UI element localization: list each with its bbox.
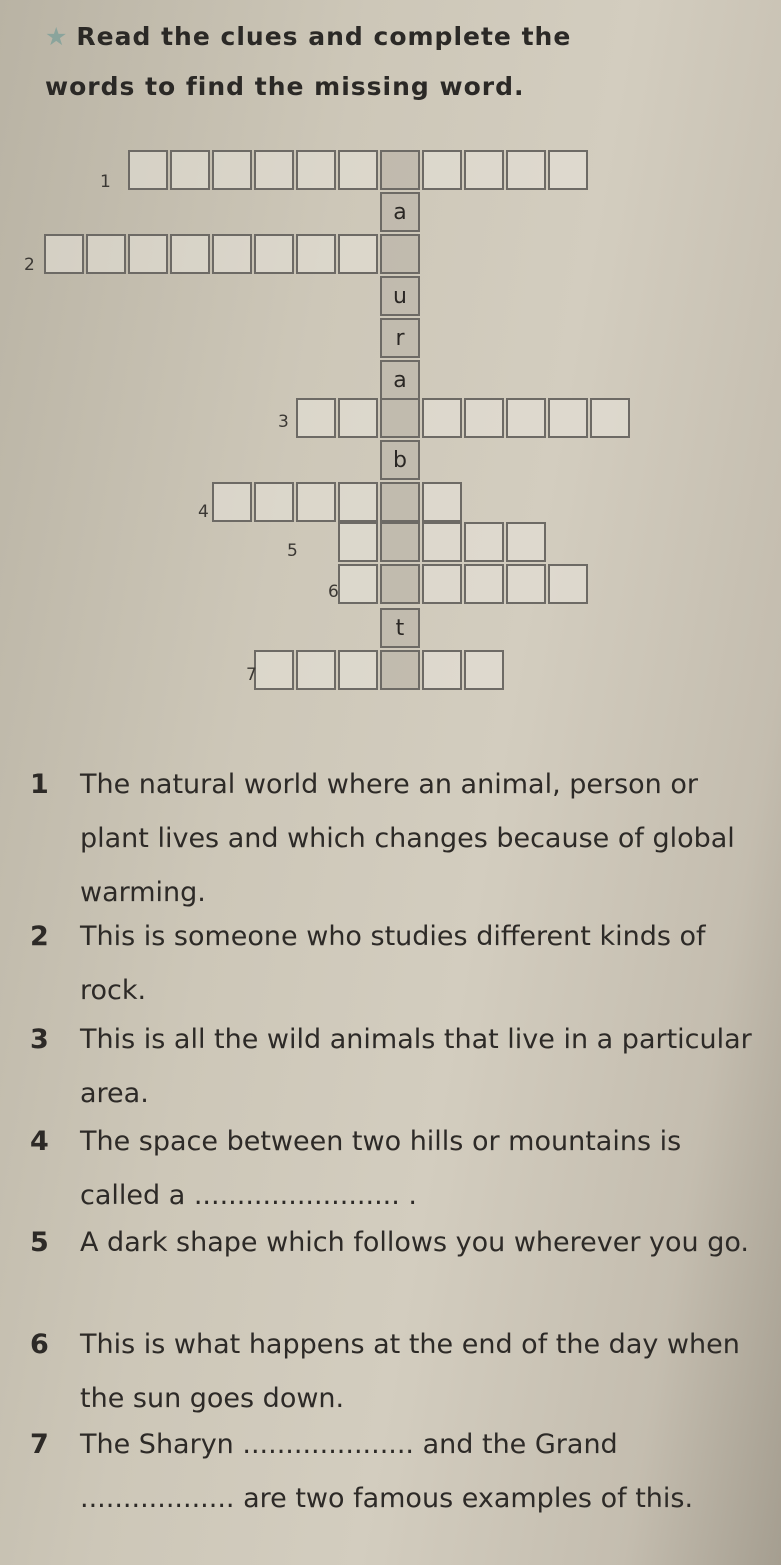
crossword-number: 2 <box>24 255 35 275</box>
crossword-cell[interactable] <box>506 564 546 604</box>
clue-text: A dark shape which follows you wherever you go. <box>80 1227 749 1258</box>
crossword-cell[interactable] <box>338 234 378 274</box>
mystery-word-cell[interactable] <box>380 482 420 522</box>
mystery-word-cell[interactable]: a <box>380 360 420 400</box>
crossword-cell[interactable] <box>296 234 336 274</box>
crossword-cell[interactable] <box>296 150 336 190</box>
crossword-cell[interactable] <box>464 150 504 190</box>
crossword-cell[interactable] <box>506 150 546 190</box>
crossword-cell[interactable] <box>422 564 462 604</box>
crossword-cell[interactable] <box>422 522 462 562</box>
crossword-cell[interactable] <box>464 650 504 690</box>
instruction-line-2: words to find the missing word. <box>45 72 525 101</box>
crossword-cell[interactable] <box>44 234 84 274</box>
crossword-cell[interactable] <box>464 398 504 438</box>
clue-item <box>30 1115 760 1223</box>
crossword-cell[interactable] <box>296 482 336 522</box>
crossword-cell[interactable] <box>464 522 504 562</box>
crossword-cell[interactable] <box>170 150 210 190</box>
mystery-word-cell[interactable] <box>380 234 420 274</box>
crossword-cell[interactable] <box>296 398 336 438</box>
clue-item <box>30 1418 760 1526</box>
crossword-cell[interactable] <box>128 234 168 274</box>
mystery-word-cell[interactable]: r <box>380 318 420 358</box>
crossword-cell[interactable] <box>338 650 378 690</box>
mystery-word-cell[interactable] <box>380 564 420 604</box>
crossword-cell[interactable] <box>422 398 462 438</box>
crossword-cell[interactable] <box>548 564 588 604</box>
crossword-cell[interactable] <box>464 564 504 604</box>
crossword-cell[interactable] <box>338 482 378 522</box>
crossword-cell[interactable] <box>506 398 546 438</box>
mystery-word-cell[interactable]: t <box>380 608 420 648</box>
mystery-word-cell[interactable] <box>380 650 420 690</box>
crossword-number: 7 <box>246 665 257 685</box>
crossword-cell[interactable] <box>212 150 252 190</box>
crossword-cell[interactable] <box>338 564 378 604</box>
crossword-cell[interactable] <box>338 398 378 438</box>
clue-number: 2 <box>30 921 49 952</box>
crossword-number: 1 <box>100 172 111 192</box>
crossword-cell[interactable] <box>254 234 294 274</box>
clue-number: 1 <box>30 769 49 800</box>
crossword-number: 6 <box>328 582 339 602</box>
clue-number: 5 <box>30 1227 49 1258</box>
crossword-number: 3 <box>278 412 289 432</box>
crossword-cell[interactable] <box>422 150 462 190</box>
crossword-cell[interactable] <box>422 650 462 690</box>
crossword-cell[interactable] <box>422 482 462 522</box>
clue-item <box>30 1216 760 1270</box>
instruction-line-1: ★ Read the clues and complete the <box>45 22 572 51</box>
mystery-word-cell[interactable] <box>380 522 420 562</box>
crossword-cell[interactable] <box>170 234 210 274</box>
crossword-cell[interactable] <box>254 150 294 190</box>
crossword-cell[interactable] <box>506 522 546 562</box>
crossword-cell[interactable] <box>338 150 378 190</box>
clue-item <box>30 758 760 920</box>
clue-text: This is all the wild animals that live in a particular area. <box>80 1024 752 1109</box>
mystery-word-cell[interactable]: b <box>380 440 420 480</box>
mystery-word-cell[interactable]: a <box>380 192 420 232</box>
clue-number: 7 <box>30 1429 49 1460</box>
clue-text: The space between two hills or mountains is called a ........................ . <box>80 1126 682 1211</box>
crossword-cell[interactable] <box>128 150 168 190</box>
crossword-cell[interactable] <box>86 234 126 274</box>
clue-text: The Sharyn .................... and the Grand .................. are two famous examples of this. <box>80 1429 694 1514</box>
mystery-word-cell[interactable] <box>380 150 420 190</box>
clue-item <box>30 1013 760 1121</box>
star-icon: ★ <box>45 22 69 51</box>
clue-text: This is what happens at the end of the day when the sun goes down. <box>80 1329 740 1414</box>
clue-number: 3 <box>30 1024 49 1055</box>
crossword-cell[interactable] <box>338 522 378 562</box>
crossword-cell[interactable] <box>590 398 630 438</box>
mystery-word-cell[interactable]: u <box>380 276 420 316</box>
crossword-number: 4 <box>198 502 209 522</box>
crossword-cell[interactable] <box>548 150 588 190</box>
clue-text: The natural world where an animal, person or plant lives and which changes because of global warming. <box>80 769 735 908</box>
mystery-word-cell[interactable] <box>380 398 420 438</box>
clue-item <box>30 1318 760 1426</box>
crossword-cell[interactable] <box>254 482 294 522</box>
crossword-number: 5 <box>287 541 298 561</box>
clue-text: This is someone who studies different kinds of rock. <box>80 921 706 1006</box>
crossword-cell[interactable] <box>212 482 252 522</box>
clue-number: 6 <box>30 1329 49 1360</box>
crossword-cell[interactable] <box>212 234 252 274</box>
clue-item <box>30 910 760 1018</box>
clue-number: 4 <box>30 1126 49 1157</box>
crossword-cell[interactable] <box>254 650 294 690</box>
crossword-cell[interactable] <box>296 650 336 690</box>
crossword-cell[interactable] <box>548 398 588 438</box>
